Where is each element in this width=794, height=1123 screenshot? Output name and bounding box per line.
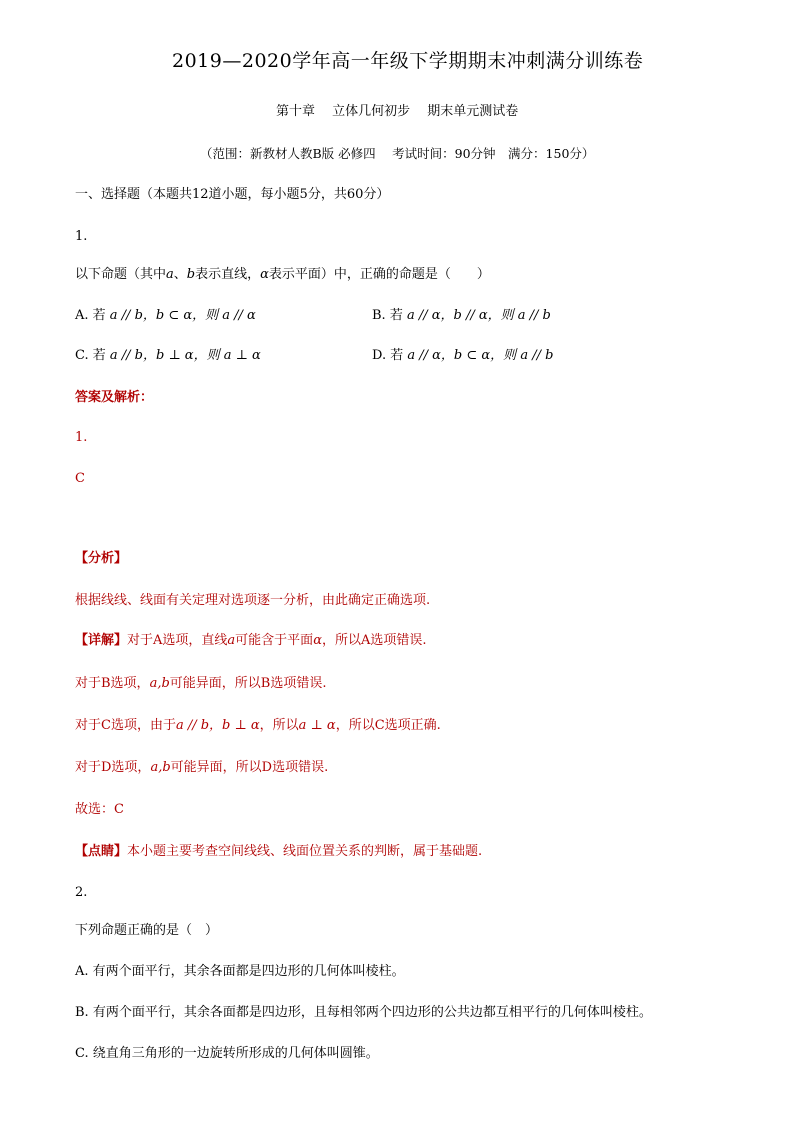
exam-range-info: （范围：新教材人教B版 必修四 考试时间：90分钟 满分：150分）	[200, 146, 595, 161]
detail-a	[75, 632, 427, 650]
comment-text: 本小题主要考查空间线线、线面位置关系的判断，属于基础题.	[127, 844, 483, 859]
detail-text: ，所以A选项错误.	[321, 633, 427, 648]
option-label: A. 若	[75, 308, 106, 323]
question-2-stem: 下列命题正确的是（ ）	[75, 923, 219, 938]
detail-tag: 【详解】	[75, 633, 128, 648]
detail-math: a,b	[149, 676, 170, 691]
option-b	[372, 307, 551, 325]
detail-d	[75, 759, 328, 777]
option-math: a // α，b // α，则 a // b	[406, 308, 551, 323]
detail-text: 对于B选项，	[75, 676, 150, 691]
detail-text: ，所以	[259, 718, 299, 733]
answer-letter: C	[75, 471, 85, 486]
option-a	[75, 307, 256, 325]
q2-option-a: A. 有两个面平行，其余各面都是四边形的几何体叫棱柱。	[75, 964, 405, 979]
answer-heading: 答案及解析：	[75, 390, 154, 405]
var-alpha: α	[313, 633, 322, 648]
q2-option-b: B. 有两个面平行，其余各面都是四边形，且每相邻两个四边形的公共边都互相平行的几何体叫棱柱。	[75, 1005, 652, 1020]
option-d	[372, 347, 553, 365]
detail-text: 可能异面，所以B选项错误.	[169, 676, 327, 691]
option-c	[75, 347, 261, 365]
question-2-number: 2.	[75, 885, 88, 900]
detail-math: a ⊥ α	[298, 718, 336, 733]
stem-text: 表示直线，	[195, 267, 261, 282]
var-alpha: α	[260, 267, 269, 282]
detail-text: ，所以C选项正确.	[335, 718, 441, 733]
detail-text: 可能异面，所以D选项错误.	[170, 760, 329, 775]
analysis-text: 根据线线、线面有关定理对选项逐一分析，由此确定正确选项.	[75, 593, 431, 608]
document-subtitle: 第十章 立体几何初步 期末单元测试卷	[276, 104, 519, 119]
option-math: a // b，b ⊂ α，则 a // α	[109, 308, 256, 323]
comment-tag: 【点睛】	[75, 844, 128, 859]
answer-number: 1.	[75, 430, 88, 445]
stem-text: 表示平面）中，正确的命题是（ ）	[268, 267, 490, 282]
detail-text: 对于A选项，直线	[127, 633, 228, 648]
detail-math: a,b	[150, 760, 171, 775]
question-1-stem	[75, 266, 490, 284]
option-label: D. 若	[372, 348, 404, 363]
detail-b	[75, 675, 326, 693]
var-a: a	[227, 633, 236, 648]
document-title: 2019—2020学年高一年级下学期期末冲刺满分训练卷	[172, 50, 644, 72]
question-1-number: 1.	[75, 229, 88, 244]
section-heading: 一、选择题（本题共12道小题，每小题5分，共60分）	[75, 187, 390, 202]
option-label: B. 若	[372, 308, 403, 323]
option-label: C. 若	[75, 348, 106, 363]
analysis-tag: 【分析】	[75, 551, 128, 566]
comment	[75, 843, 482, 861]
option-math: a // b，b ⊥ α，则 a ⊥ α	[109, 348, 261, 363]
var-a: a	[166, 267, 174, 282]
detail-text: 对于D选项，	[75, 760, 151, 775]
stem-text: 、	[173, 267, 187, 282]
detail-text: 可能含于平面	[235, 633, 314, 648]
detail-math: a // b，b ⊥ α	[175, 718, 260, 733]
q2-option-c: C. 绕直角三角形的一边旋转所形成的几何体叫圆锥。	[75, 1046, 379, 1061]
detail-text: 对于C选项，由于	[75, 718, 176, 733]
option-math: a // α，b ⊂ α，则 a // b	[407, 348, 554, 363]
stem-text: 以下命题（其中	[75, 267, 167, 282]
var-b: b	[186, 267, 196, 282]
answer-choice: 故选：C	[75, 802, 124, 817]
detail-c	[75, 717, 441, 735]
